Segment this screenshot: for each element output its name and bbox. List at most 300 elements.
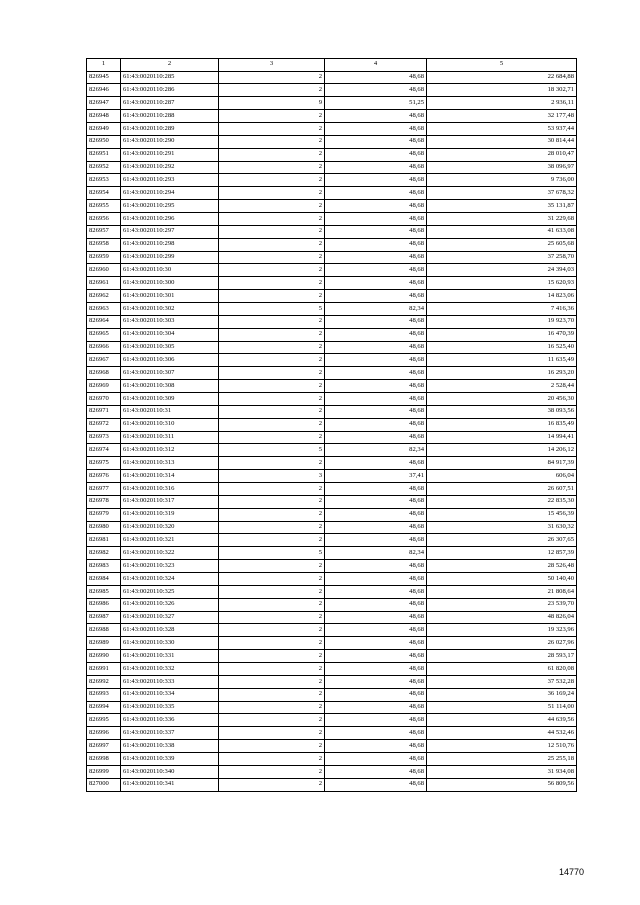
table-cell-col-3: 3 xyxy=(219,470,325,483)
table-cell-col-3: 2 xyxy=(219,573,325,586)
table-cell-col-2: 61:43:0020110:305 xyxy=(121,341,219,354)
table-cell-col-3: 2 xyxy=(219,290,325,303)
table-cell-col-2: 61:43:0020110:285 xyxy=(121,71,219,84)
table-cell-col-1: 826988 xyxy=(87,624,121,637)
table-cell-col-3: 2 xyxy=(219,212,325,225)
table-cell-col-2: 61:43:0020110:303 xyxy=(121,315,219,328)
table-cell-col-3: 2 xyxy=(219,328,325,341)
table-row xyxy=(87,161,577,174)
table-cell-col-5: 7 416,36 xyxy=(427,302,577,315)
table-cell-col-1: 826971 xyxy=(87,405,121,418)
table-cell-col-2: 61:43:0020110:327 xyxy=(121,611,219,624)
table-row xyxy=(87,637,577,650)
table-cell-col-3: 2 xyxy=(219,585,325,598)
table-cell-col-1: 826976 xyxy=(87,470,121,483)
table-cell-col-3: 2 xyxy=(219,200,325,213)
table-cell-col-4: 48,68 xyxy=(325,573,427,586)
table-cell-col-2: 61:43:0020110:341 xyxy=(121,778,219,791)
table-cell-col-4: 48,68 xyxy=(325,431,427,444)
table-row xyxy=(87,290,577,303)
table-cell-col-1: 826980 xyxy=(87,521,121,534)
table-cell-col-4: 48,68 xyxy=(325,251,427,264)
table-cell-col-1: 826947 xyxy=(87,97,121,110)
table-cell-col-2: 61:43:0020110:331 xyxy=(121,650,219,663)
table-cell-col-5: 16 470,39 xyxy=(427,328,577,341)
table-row xyxy=(87,765,577,778)
table-cell-col-5: 35 131,87 xyxy=(427,200,577,213)
table-cell-col-3: 2 xyxy=(219,187,325,200)
table-cell-col-1: 826997 xyxy=(87,740,121,753)
table-cell-col-2: 61:43:0020110:295 xyxy=(121,200,219,213)
table-cell-col-5: 28 010,47 xyxy=(427,148,577,161)
table-cell-col-3: 2 xyxy=(219,483,325,496)
table-header-row xyxy=(87,59,577,72)
table-cell-col-1: 826952 xyxy=(87,161,121,174)
table-cell-col-3: 2 xyxy=(219,122,325,135)
table-row xyxy=(87,624,577,637)
table-row xyxy=(87,238,577,251)
table-cell-col-3: 2 xyxy=(219,174,325,187)
table-cell-col-1: 826945 xyxy=(87,71,121,84)
table-cell-col-2: 61:43:0020110:332 xyxy=(121,663,219,676)
table-cell-col-2: 61:43:0020110:299 xyxy=(121,251,219,264)
table-cell-col-1: 826964 xyxy=(87,315,121,328)
table-cell-col-5: 15 456,39 xyxy=(427,508,577,521)
table-cell-col-5: 38 093,56 xyxy=(427,405,577,418)
page-number: 14770 xyxy=(558,867,584,877)
table-row xyxy=(87,328,577,341)
table-cell-col-4: 48,68 xyxy=(325,585,427,598)
table-cell-col-4: 48,68 xyxy=(325,367,427,380)
table-cell-col-4: 48,68 xyxy=(325,418,427,431)
table-cell-col-2: 61:43:0020110:287 xyxy=(121,97,219,110)
table-cell-col-2: 61:43:0020110:309 xyxy=(121,392,219,405)
table-cell-col-4: 48,68 xyxy=(325,290,427,303)
table-row xyxy=(87,264,577,277)
table-cell-col-3: 2 xyxy=(219,727,325,740)
table-cell-col-2: 61:43:0020110:324 xyxy=(121,573,219,586)
table-cell-col-4: 48,68 xyxy=(325,727,427,740)
table-cell-col-2: 61:43:0020110:306 xyxy=(121,354,219,367)
table-row xyxy=(87,470,577,483)
table-cell-col-3: 2 xyxy=(219,778,325,791)
table-cell-col-4: 48,68 xyxy=(325,611,427,624)
table-cell-col-1: 826956 xyxy=(87,212,121,225)
table-cell-col-5: 50 140,40 xyxy=(427,573,577,586)
table-cell-col-4: 48,68 xyxy=(325,110,427,123)
table-cell-col-2: 61:43:0020110:340 xyxy=(121,765,219,778)
table-cell-col-2: 61:43:0020110:288 xyxy=(121,110,219,123)
table-cell-col-1: 826981 xyxy=(87,534,121,547)
table-row xyxy=(87,585,577,598)
column-header-3: 3 xyxy=(219,59,325,72)
table-cell-col-3: 9 xyxy=(219,97,325,110)
table-cell-col-3: 2 xyxy=(219,753,325,766)
table-row xyxy=(87,367,577,380)
table-cell-col-4: 48,68 xyxy=(325,122,427,135)
table-cell-col-1: 826992 xyxy=(87,675,121,688)
table-cell-col-3: 2 xyxy=(219,740,325,753)
table-cell-col-3: 2 xyxy=(219,457,325,470)
table-row xyxy=(87,650,577,663)
table-cell-col-5: 51 114,00 xyxy=(427,701,577,714)
table-cell-col-4: 48,68 xyxy=(325,457,427,470)
table-cell-col-4: 48,68 xyxy=(325,753,427,766)
table-cell-col-3: 2 xyxy=(219,611,325,624)
table-cell-col-1: 826966 xyxy=(87,341,121,354)
table-cell-col-4: 48,68 xyxy=(325,598,427,611)
table-cell-col-5: 31 630,32 xyxy=(427,521,577,534)
table-cell-col-5: 22 684,88 xyxy=(427,71,577,84)
table-cell-col-3: 2 xyxy=(219,225,325,238)
table-cell-col-5: 30 814,44 xyxy=(427,135,577,148)
table-cell-col-1: 826986 xyxy=(87,598,121,611)
table-cell-col-1: 826978 xyxy=(87,495,121,508)
table-cell-col-1: 826998 xyxy=(87,753,121,766)
table-cell-col-4: 48,68 xyxy=(325,84,427,97)
table-cell-col-4: 48,68 xyxy=(325,521,427,534)
table-cell-col-3: 2 xyxy=(219,688,325,701)
table-cell-col-1: 826972 xyxy=(87,418,121,431)
table-cell-col-5: 37 258,70 xyxy=(427,251,577,264)
table-row xyxy=(87,534,577,547)
table-row xyxy=(87,405,577,418)
table-cell-col-4: 48,68 xyxy=(325,187,427,200)
table-cell-col-4: 48,68 xyxy=(325,328,427,341)
table-cell-col-3: 2 xyxy=(219,534,325,547)
column-header-5: 5 xyxy=(427,59,577,72)
table-cell-col-2: 61:43:0020110:334 xyxy=(121,688,219,701)
table-cell-col-3: 2 xyxy=(219,663,325,676)
table-cell-col-5: 24 394,03 xyxy=(427,264,577,277)
table-cell-col-3: 2 xyxy=(219,71,325,84)
table-cell-col-4: 48,68 xyxy=(325,200,427,213)
table-cell-col-2: 61:43:0020110:302 xyxy=(121,302,219,315)
table-cell-col-2: 61:43:0020110:300 xyxy=(121,277,219,290)
table-cell-col-4: 48,68 xyxy=(325,765,427,778)
table-cell-col-1: 826965 xyxy=(87,328,121,341)
table-row xyxy=(87,110,577,123)
table-cell-col-4: 48,68 xyxy=(325,341,427,354)
table-row xyxy=(87,187,577,200)
table-row xyxy=(87,418,577,431)
column-header-2: 2 xyxy=(121,59,219,72)
table-row xyxy=(87,122,577,135)
table-cell-col-1: 826991 xyxy=(87,663,121,676)
table-cell-col-4: 48,68 xyxy=(325,354,427,367)
table-cell-col-4: 48,68 xyxy=(325,650,427,663)
table-row xyxy=(87,495,577,508)
table-cell-col-5: 28 526,48 xyxy=(427,560,577,573)
table-row xyxy=(87,688,577,701)
table-cell-col-2: 61:43:0020110:297 xyxy=(121,225,219,238)
table-cell-col-3: 2 xyxy=(219,315,325,328)
table-cell-col-4: 48,68 xyxy=(325,483,427,496)
table-cell-col-2: 61:43:0020110:336 xyxy=(121,714,219,727)
table-cell-col-4: 48,68 xyxy=(325,174,427,187)
table-cell-col-1: 826987 xyxy=(87,611,121,624)
table-cell-col-3: 2 xyxy=(219,84,325,97)
table-cell-col-4: 48,68 xyxy=(325,148,427,161)
table-row xyxy=(87,778,577,791)
table-cell-col-5: 38 096,97 xyxy=(427,161,577,174)
table-cell-col-5: 25 255,18 xyxy=(427,753,577,766)
table-cell-col-2: 61:43:0020110:326 xyxy=(121,598,219,611)
table-cell-col-4: 48,68 xyxy=(325,135,427,148)
table-cell-col-5: 2 936,11 xyxy=(427,97,577,110)
table-cell-col-4: 82,34 xyxy=(325,302,427,315)
table-cell-col-4: 82,34 xyxy=(325,444,427,457)
table-cell-col-5: 9 736,00 xyxy=(427,174,577,187)
table-row xyxy=(87,174,577,187)
table-cell-col-2: 61:43:0020110:337 xyxy=(121,727,219,740)
table-cell-col-1: 826984 xyxy=(87,573,121,586)
table-cell-col-2: 61:43:0020110:322 xyxy=(121,547,219,560)
table-cell-col-4: 48,68 xyxy=(325,315,427,328)
table-row xyxy=(87,457,577,470)
table-row xyxy=(87,148,577,161)
table-cell-col-1: 826989 xyxy=(87,637,121,650)
table-cell-col-1: 826973 xyxy=(87,431,121,444)
table-cell-col-5: 12 510,76 xyxy=(427,740,577,753)
table-cell-col-3: 2 xyxy=(219,714,325,727)
table-cell-col-5: 20 456,30 xyxy=(427,392,577,405)
table-cell-col-3: 2 xyxy=(219,110,325,123)
table-row xyxy=(87,508,577,521)
table-cell-col-2: 61:43:0020110:291 xyxy=(121,148,219,161)
table-cell-col-5: 37 678,32 xyxy=(427,187,577,200)
table-cell-col-1: 826963 xyxy=(87,302,121,315)
table-cell-col-5: 44 639,56 xyxy=(427,714,577,727)
table-cell-col-3: 2 xyxy=(219,341,325,354)
table-cell-col-1: 826994 xyxy=(87,701,121,714)
table-cell-col-1: 826977 xyxy=(87,483,121,496)
column-header-1: 1 xyxy=(87,59,121,72)
table-cell-col-2: 61:43:0020110:311 xyxy=(121,431,219,444)
table-cell-col-4: 48,68 xyxy=(325,688,427,701)
table-cell-col-4: 48,68 xyxy=(325,405,427,418)
table-row xyxy=(87,521,577,534)
table-row xyxy=(87,354,577,367)
table-cell-col-2: 61:43:0020110:310 xyxy=(121,418,219,431)
table-cell-col-5: 12 857,39 xyxy=(427,547,577,560)
table-cell-col-3: 2 xyxy=(219,495,325,508)
table-cell-col-1: 826962 xyxy=(87,290,121,303)
table-cell-col-1: 826953 xyxy=(87,174,121,187)
table-cell-col-2: 61:43:0020110:339 xyxy=(121,753,219,766)
table-cell-col-3: 5 xyxy=(219,547,325,560)
table-cell-col-1: 826957 xyxy=(87,225,121,238)
table-row xyxy=(87,701,577,714)
table-cell-col-3: 2 xyxy=(219,380,325,393)
table-cell-col-4: 48,68 xyxy=(325,714,427,727)
table-row xyxy=(87,431,577,444)
table-row xyxy=(87,444,577,457)
table-cell-col-5: 37 532,28 xyxy=(427,675,577,688)
table-cell-col-5: 21 808,64 xyxy=(427,585,577,598)
table-cell-col-2: 61:43:0020110:316 xyxy=(121,483,219,496)
table-cell-col-2: 61:43:0020110:304 xyxy=(121,328,219,341)
table-cell-col-2: 61:43:0020110:30 xyxy=(121,264,219,277)
table-cell-col-4: 48,68 xyxy=(325,495,427,508)
table-cell-col-5: 84 917,39 xyxy=(427,457,577,470)
table-cell-col-3: 2 xyxy=(219,161,325,174)
table-cell-col-3: 2 xyxy=(219,367,325,380)
table-cell-col-5: 48 826,04 xyxy=(427,611,577,624)
table-cell-col-2: 61:43:0020110:319 xyxy=(121,508,219,521)
table-cell-col-3: 2 xyxy=(219,277,325,290)
table-cell-col-1: 826955 xyxy=(87,200,121,213)
table-cell-col-2: 61:43:0020110:290 xyxy=(121,135,219,148)
table-cell-col-1: 826954 xyxy=(87,187,121,200)
table-cell-col-3: 2 xyxy=(219,418,325,431)
table-cell-col-3: 2 xyxy=(219,354,325,367)
table-row xyxy=(87,483,577,496)
table-row xyxy=(87,97,577,110)
table-row xyxy=(87,675,577,688)
table-row xyxy=(87,212,577,225)
table-body xyxy=(87,71,577,791)
table-cell-col-3: 5 xyxy=(219,444,325,457)
table-cell-col-2: 61:43:0020110:325 xyxy=(121,585,219,598)
table-row xyxy=(87,560,577,573)
table-cell-col-4: 48,68 xyxy=(325,71,427,84)
table-row xyxy=(87,315,577,328)
table-cell-col-1: 826995 xyxy=(87,714,121,727)
table-cell-col-2: 61:43:0020110:294 xyxy=(121,187,219,200)
table-cell-col-1: 826959 xyxy=(87,251,121,264)
table-cell-col-5: 19 923,70 xyxy=(427,315,577,328)
table-cell-col-5: 31 229,68 xyxy=(427,212,577,225)
table-cell-col-4: 48,68 xyxy=(325,161,427,174)
table-cell-col-2: 61:43:0020110:293 xyxy=(121,174,219,187)
table-cell-col-1: 826993 xyxy=(87,688,121,701)
table-cell-col-5: 31 934,08 xyxy=(427,765,577,778)
table-cell-col-5: 28 593,17 xyxy=(427,650,577,663)
table-cell-col-1: 826961 xyxy=(87,277,121,290)
table-cell-col-1: 826958 xyxy=(87,238,121,251)
table-cell-col-4: 48,68 xyxy=(325,778,427,791)
table-cell-col-3: 2 xyxy=(219,264,325,277)
table-cell-col-2: 61:43:0020110:317 xyxy=(121,495,219,508)
table-cell-col-4: 48,68 xyxy=(325,392,427,405)
table-cell-col-1: 826999 xyxy=(87,765,121,778)
table-cell-col-4: 48,68 xyxy=(325,380,427,393)
table-cell-col-5: 32 177,48 xyxy=(427,110,577,123)
table-cell-col-4: 48,68 xyxy=(325,560,427,573)
table-cell-col-3: 2 xyxy=(219,560,325,573)
table-row xyxy=(87,714,577,727)
table-cell-col-5: 15 620,93 xyxy=(427,277,577,290)
table-row xyxy=(87,547,577,560)
table-cell-col-1: 826969 xyxy=(87,380,121,393)
table-cell-col-2: 61:43:0020110:335 xyxy=(121,701,219,714)
table-cell-col-5: 14 206,12 xyxy=(427,444,577,457)
table-row xyxy=(87,598,577,611)
table-cell-col-4: 37,41 xyxy=(325,470,427,483)
table-cell-col-2: 61:43:0020110:307 xyxy=(121,367,219,380)
table-cell-col-2: 61:43:0020110:321 xyxy=(121,534,219,547)
table-cell-col-1: 826985 xyxy=(87,585,121,598)
table-cell-col-2: 61:43:0020110:330 xyxy=(121,637,219,650)
table-cell-col-5: 44 532,46 xyxy=(427,727,577,740)
table-cell-col-3: 2 xyxy=(219,135,325,148)
table-cell-col-4: 51,25 xyxy=(325,97,427,110)
table-cell-col-4: 48,68 xyxy=(325,637,427,650)
table-cell-col-3: 2 xyxy=(219,624,325,637)
table-row xyxy=(87,84,577,97)
table-cell-col-1: 826996 xyxy=(87,727,121,740)
table-cell-col-5: 16 525,40 xyxy=(427,341,577,354)
table-row xyxy=(87,71,577,84)
data-table xyxy=(86,58,577,792)
table-row xyxy=(87,251,577,264)
table-cell-col-2: 61:43:0020110:296 xyxy=(121,212,219,225)
table-cell-col-4: 48,68 xyxy=(325,675,427,688)
table-cell-col-5: 14 823,06 xyxy=(427,290,577,303)
table-cell-col-5: 11 635,49 xyxy=(427,354,577,367)
table-cell-col-2: 61:43:0020110:286 xyxy=(121,84,219,97)
table-cell-col-1: 826960 xyxy=(87,264,121,277)
table-cell-col-2: 61:43:0020110:292 xyxy=(121,161,219,174)
table-cell-col-2: 61:43:0020110:338 xyxy=(121,740,219,753)
table-cell-col-5: 26 607,51 xyxy=(427,483,577,496)
table-cell-col-2: 61:43:0020110:312 xyxy=(121,444,219,457)
table-cell-col-4: 82,34 xyxy=(325,547,427,560)
table-cell-col-3: 5 xyxy=(219,302,325,315)
table-cell-col-1: 826982 xyxy=(87,547,121,560)
table-cell-col-1: 826983 xyxy=(87,560,121,573)
table-cell-col-4: 48,68 xyxy=(325,508,427,521)
table-cell-col-5: 61 820,08 xyxy=(427,663,577,676)
table-row xyxy=(87,753,577,766)
table-cell-col-5: 36 169,24 xyxy=(427,688,577,701)
table-row xyxy=(87,341,577,354)
table-row xyxy=(87,135,577,148)
table-cell-col-3: 2 xyxy=(219,431,325,444)
table-cell-col-4: 48,68 xyxy=(325,264,427,277)
table-cell-col-1: 826979 xyxy=(87,508,121,521)
table-row xyxy=(87,663,577,676)
table-row xyxy=(87,200,577,213)
table-cell-col-3: 2 xyxy=(219,251,325,264)
table-cell-col-2: 61:43:0020110:320 xyxy=(121,521,219,534)
table-cell-col-5: 19 323,96 xyxy=(427,624,577,637)
table-cell-col-1: 826990 xyxy=(87,650,121,663)
table-cell-col-5: 22 835,30 xyxy=(427,495,577,508)
table-cell-col-4: 48,68 xyxy=(325,663,427,676)
table-cell-col-3: 2 xyxy=(219,598,325,611)
table-cell-col-4: 48,68 xyxy=(325,624,427,637)
table-cell-col-1: 826946 xyxy=(87,84,121,97)
table-cell-col-3: 2 xyxy=(219,521,325,534)
table-cell-col-5: 18 302,71 xyxy=(427,84,577,97)
table-row xyxy=(87,277,577,290)
table-cell-col-3: 2 xyxy=(219,405,325,418)
table-cell-col-2: 61:43:0020110:31 xyxy=(121,405,219,418)
table-row xyxy=(87,302,577,315)
table-cell-col-1: 826968 xyxy=(87,367,121,380)
table-row xyxy=(87,611,577,624)
table-cell-col-2: 61:43:0020110:333 xyxy=(121,675,219,688)
table-cell-col-2: 61:43:0020110:323 xyxy=(121,560,219,573)
table-cell-col-4: 48,68 xyxy=(325,238,427,251)
table-cell-col-5: 26 027,96 xyxy=(427,637,577,650)
table-row xyxy=(87,225,577,238)
table-row xyxy=(87,380,577,393)
table-cell-col-5: 16 293,20 xyxy=(427,367,577,380)
table-cell-col-3: 2 xyxy=(219,650,325,663)
